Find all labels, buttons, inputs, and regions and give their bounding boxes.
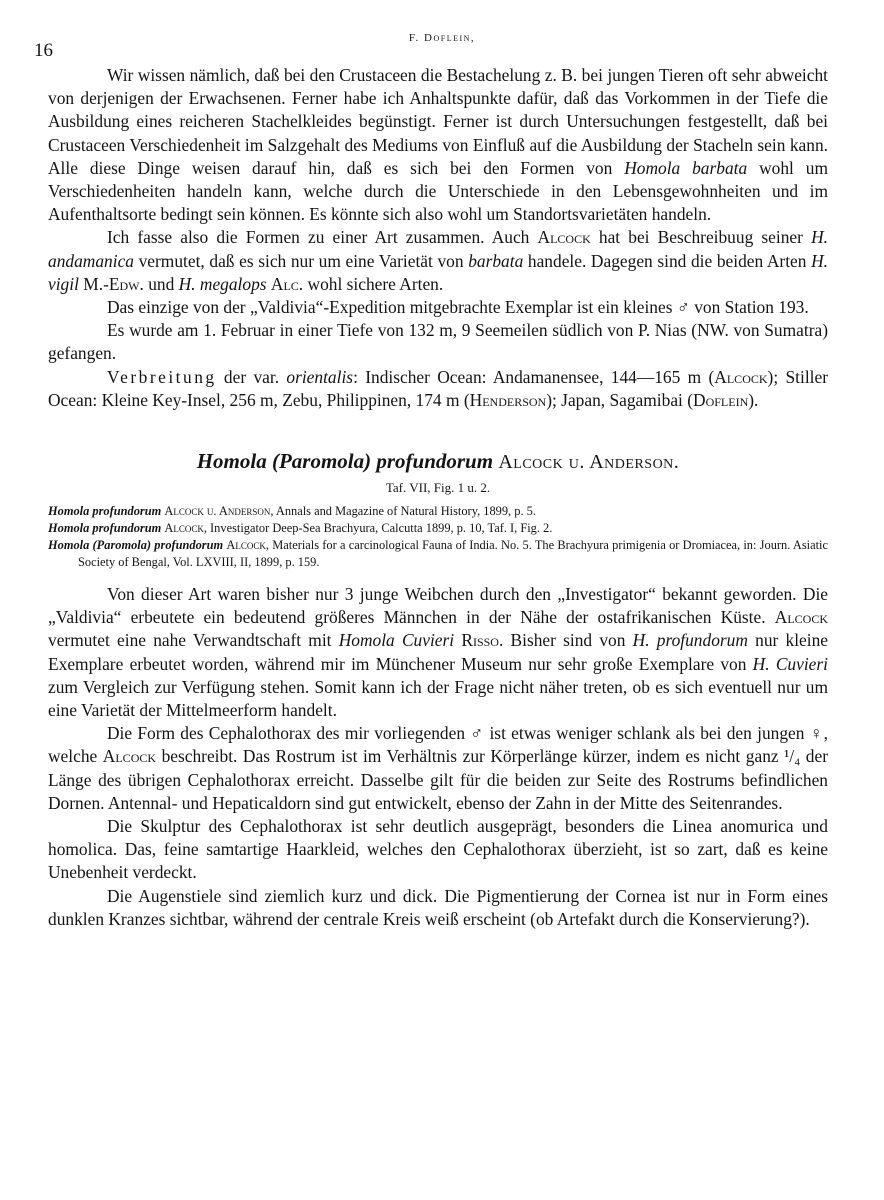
reference-list [48, 503, 828, 571]
paragraph-specimen: Das einzige von der „Valdivia“-Expedition mitgebrachte Exemplar ist ein kleines ♂ von Station 193. [107, 297, 809, 318]
reference-entry: Homola profundorum Alcock u. Anderson, Annals and Magazine of Natural History, 1899, p. 5. [48, 504, 536, 519]
reference-entry: Homola profundorum Alcock, Investigator Deep-Sea Brachyura, Calcutta 1899, p. 10, Taf. I, Fig. 2. [48, 521, 553, 536]
running-head: F. Doflein, [408, 32, 476, 44]
reference-entry: Homola (Paromola) profundorum Alcock, Materials for a carcinological Fauna of India. No. 5. The Brachyura primigenia or Dromiacea, in: Journ. Asiatic Society of Bengal, Vol. LXVIII, II, 1899, p. 159. [48, 538, 828, 570]
paragraph-sculpture: Die Skulptur des Cephalothorax ist sehr deutlich ausgeprägt, besonders die Linea anomurica und homolica. Das, feine samtartige Haarkleid, welches den Cephalothorax überzieht, ist so zart, daß es keine Unebenheit verdeckt. [48, 816, 828, 883]
paragraph-eyestalks: Die Augenstiele sind ziemlich kurz und dick. Die Pigmentierung der Cornea ist nur in Form eines dunklen Kranzes sichtbar, während der centrale Kreis weiß erscheint (ob Artefakt durch die Konservierung?). [48, 885, 828, 929]
page-body [48, 64, 828, 931]
paragraph-known-specimens: Von dieser Art waren bisher nur 3 junge Weibchen durch den „Investigator“ bekannt geworden. Die „Valdivia“ erbeutete ein bedeutend größeres Männchen in der Nähe der ostafrikanischen Küste. Alcock vermutet eine nahe Verwandtschaft mit Homola Cuvieri Risso. Bisher sind von H. profundorum nur kleine Exemplare erbeutet worden, während mir im Münchener Museum nur sehr große Exemplare von H. Cuvieri zum Vergleich zur Verfügung stehen. Somit kann ich der Frage nicht näher treten, ob es sich eventuell nur um eine Varietät der Mittelmeerform handelt. [48, 584, 829, 721]
section-heading: Homola (Paromola) profundorum Alcock u. Anderson. [196, 449, 680, 474]
page-number: 16 [34, 40, 53, 61]
paragraph-distribution: Verbreitung der var. orientalis: Indischer Ocean: Andamanensee, 144—165 m (Alcock); Stiller Ocean: Kleine Key-Insel, 256 m, Zebu, Philippinen, 174 m (Henderson); Japan, Sagamibai (Doflein). [48, 366, 828, 410]
paragraph-spination: Wir wissen nämlich, daß bei den Crustaceen die Bestachelung z. B. bei jungen Tieren oft sehr abweicht von derjenigen der Erwachsenen. Ferner habe ich Anhaltspunkte dafür, daß das Vorkommen in der Tiefe die Ausbildung eines reicheren Stachelkleides begünstigt. Ferner ist durch Untersuchungen festgestellt, daß bei Crustaceen Verschiedenheit im Salzgehalt des Mediums von Einfluß auf die Ausbildung der Stacheln sein kann. Alle diese Dinge weisen darauf hin, daß es sich bei den Formen von Homola barbata wohl um Verschiedenheiten handeln kann, welche durch die Unterschiede in den Lebensgewohnheiten und im Aufenthaltsorte bedingt sein können. Es könnte sich also wohl um Standortsvarietäten handeln. [48, 65, 828, 225]
paragraph-capture: Es wurde am 1. Februar in einer Tiefe von 132 m, 9 Seemeilen südlich von P. Nias (NW. von Sumatra) gefangen. [48, 320, 828, 364]
plate-reference: Taf. VII, Fig. 1 u. 2. [385, 480, 491, 496]
paragraph-cephalothorax-form: Die Form des Cephalothorax des mir vorliegenden ♂ ist etwas weniger schlank als bei den jungen ♀, welche Alcock beschreibt. Das Rostrum ist im Verhältnis zur Körperlänge kürzer, indem es nicht ganz ¹/₄ der Länge des übrigen Cephalothorax erreicht. Dasselbe gilt für die beiden zur Seite des Rostrums befindlichen Dornen. Antennal- und Hepaticaldorn sind gut entwickelt, ebenso der Zahn in der Mitte des Seitenrandes. [48, 723, 829, 813]
paragraph-synonymy: Ich fasse also die Formen zu einer Art zusammen. Auch Alcock hat bei Beschreibuug seiner H. andamanica vermutet, daß es sich nur um eine Varietät von barbata handele. Dagegen sind die beiden Arten H. vigil M.-Edw. und H. megalops Alc. wohl sichere Arten. [48, 227, 828, 294]
